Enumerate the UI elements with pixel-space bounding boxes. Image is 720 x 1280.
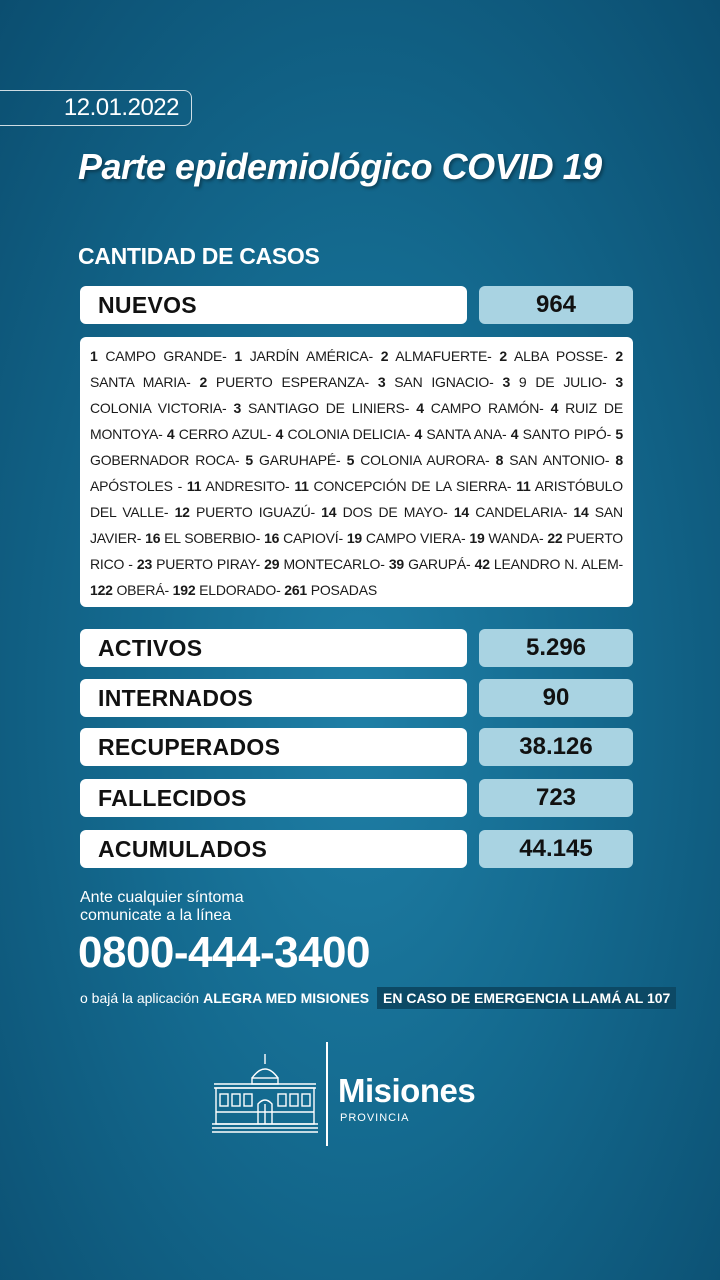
locality-count: 5 bbox=[615, 426, 623, 442]
locality-name: CAMPO GRANDE- bbox=[97, 348, 227, 364]
locality-count: 2 bbox=[199, 374, 208, 390]
nuevos-value: 964 bbox=[479, 286, 633, 324]
help-line-2: comunicate a la línea bbox=[80, 907, 232, 924]
locality-name: GARUHAPÉ- bbox=[252, 452, 341, 468]
locality-entry bbox=[187, 478, 290, 494]
locality-count: 4 bbox=[416, 400, 424, 416]
locality-entry bbox=[284, 582, 377, 598]
locality-entry bbox=[264, 556, 385, 572]
locality-count: 14 bbox=[453, 504, 470, 520]
locality-entry bbox=[347, 452, 490, 468]
locality-count: 16 bbox=[145, 530, 161, 546]
locality-entry bbox=[454, 504, 567, 520]
locality-name: ELDORADO- bbox=[195, 582, 281, 598]
locality-count: 19 bbox=[469, 530, 485, 546]
locality-count: 3 bbox=[502, 374, 511, 390]
locality-count: 192 bbox=[172, 582, 196, 598]
locality-count: 23 bbox=[136, 556, 153, 572]
locality-count: 11 bbox=[516, 478, 531, 494]
locality-entry bbox=[137, 556, 260, 572]
date-badge bbox=[0, 90, 192, 126]
app-name: ALEGRA MED MISIONES bbox=[203, 990, 370, 1006]
locality-count: 261 bbox=[284, 582, 307, 598]
locality-name: PUERTO PIRAY- bbox=[152, 556, 261, 572]
locality-name: SANTO PIPÓ- bbox=[518, 426, 612, 442]
stat-value: 38.126 bbox=[479, 728, 633, 766]
locality-name: SANTA MARIA- bbox=[90, 374, 191, 390]
nuevos-label: NUEVOS bbox=[80, 286, 467, 324]
locality-entry bbox=[199, 374, 368, 390]
locality-entry bbox=[90, 582, 169, 598]
locality-entry bbox=[496, 452, 610, 468]
locality-name: SAN JAVIER- bbox=[90, 504, 623, 546]
locality-count: 5 bbox=[245, 452, 253, 468]
locality-name: COLONIA DELICIA- bbox=[283, 426, 411, 442]
locality-entry bbox=[469, 530, 543, 546]
locality-count: 39 bbox=[388, 556, 404, 572]
locality-count: 12 bbox=[174, 504, 190, 520]
locality-entry bbox=[511, 426, 611, 442]
locality-name: COLONIA VICTORIA- bbox=[90, 400, 227, 416]
locality-count: 122 bbox=[90, 582, 113, 598]
locality-name: ANDRESITO- bbox=[201, 478, 290, 494]
locality-name: SANTIAGO DE LINIERS- bbox=[241, 400, 410, 416]
locality-count: 3 bbox=[377, 374, 386, 390]
locality-entry bbox=[245, 452, 340, 468]
locality-name: ALMAFUERTE- bbox=[388, 348, 492, 364]
nuevos-row bbox=[80, 286, 633, 324]
locality-name: EL SOBERBIO- bbox=[160, 530, 261, 546]
locality-count: 1 bbox=[234, 348, 242, 364]
help-text bbox=[80, 889, 244, 925]
app-line bbox=[80, 987, 676, 1009]
locality-name: CAMPO VIERA- bbox=[362, 530, 466, 546]
logo-divider bbox=[326, 1042, 328, 1146]
locality-name: OBERÁ- bbox=[112, 582, 169, 598]
locality-name: LEANDRO N. ALEM- bbox=[489, 556, 623, 572]
locality-name: PUERTO IGUAZÚ- bbox=[189, 504, 315, 520]
locality-name: PUERTO ESPERANZA- bbox=[207, 374, 369, 390]
cases-by-locality bbox=[80, 337, 633, 607]
stat-value: 90 bbox=[479, 679, 633, 717]
locality-count: 4 bbox=[414, 426, 423, 442]
locality-entry bbox=[234, 348, 373, 364]
locality-entry bbox=[90, 348, 227, 364]
locality-name: PUERTO RICO - bbox=[90, 530, 623, 572]
locality-count: 14 bbox=[321, 504, 337, 520]
locality-name: CANDELARIA- bbox=[469, 504, 568, 520]
locality-name: JARDÍN AMÉRICA- bbox=[241, 348, 373, 364]
stat-value: 723 bbox=[479, 779, 633, 817]
locality-entry bbox=[276, 426, 411, 442]
locality-name: GOBERNADOR ROCA- bbox=[90, 452, 240, 468]
locality-count: 3 bbox=[615, 374, 623, 390]
section-label: CANTIDAD DE CASOS bbox=[78, 243, 320, 269]
locality-count: 14 bbox=[573, 504, 589, 520]
app-prefix: o bajá la aplicación bbox=[80, 990, 200, 1006]
locality-name: MONTECARLO- bbox=[279, 556, 385, 572]
logo-subtitle: PROVINCIA bbox=[340, 1112, 410, 1124]
stat-label: FALLECIDOS bbox=[80, 779, 467, 817]
locality-count: 4 bbox=[550, 400, 559, 416]
locality-entry bbox=[378, 374, 494, 390]
locality-count: 22 bbox=[547, 530, 563, 546]
stat-row-internados bbox=[80, 679, 633, 717]
locality-count: 2 bbox=[615, 348, 623, 364]
locality-count: 8 bbox=[495, 452, 504, 468]
locality-entry bbox=[381, 348, 492, 364]
emergency-notice: EN CASO DE EMERGENCIA LLAMÁ AL 107 bbox=[377, 987, 676, 1009]
locality-entry bbox=[173, 582, 281, 598]
locality-count: 11 bbox=[186, 478, 202, 494]
locality-count: 4 bbox=[166, 426, 175, 442]
locality-count: 5 bbox=[346, 452, 355, 468]
stat-value: 44.145 bbox=[479, 830, 633, 868]
report-date: 12.01.2022 bbox=[63, 94, 179, 121]
locality-entry bbox=[294, 478, 511, 494]
stat-row-activos bbox=[80, 629, 633, 667]
locality-entry bbox=[416, 400, 543, 416]
locality-count: 42 bbox=[474, 556, 490, 572]
locality-name: CAMPO RAMÓN- bbox=[423, 400, 544, 416]
locality-entry bbox=[167, 426, 271, 442]
locality-count: 1 bbox=[90, 348, 98, 364]
locality-entry bbox=[347, 530, 466, 546]
locality-count: 8 bbox=[615, 452, 623, 468]
stat-row-fallecidos bbox=[80, 779, 633, 817]
locality-entry bbox=[502, 374, 606, 390]
locality-name: SAN ANTONIO- bbox=[503, 452, 610, 468]
locality-count: 29 bbox=[264, 556, 280, 572]
stat-label: ACUMULADOS bbox=[80, 830, 467, 868]
locality-name: ALBA POSSE- bbox=[506, 348, 608, 364]
locality-entry bbox=[415, 426, 507, 442]
locality-count: 4 bbox=[275, 426, 284, 442]
locality-name: CERRO AZUL- bbox=[174, 426, 272, 442]
locality-entry bbox=[145, 530, 260, 546]
locality-count: 3 bbox=[233, 400, 242, 416]
locality-name: CONCEPCIÓN DE LA SIERRA- bbox=[308, 478, 512, 494]
locality-name: RUIZ DE MONTOYA- bbox=[90, 400, 623, 442]
help-line-1: Ante cualquier síntoma bbox=[80, 889, 244, 906]
locality-name: DOS DE MAYO- bbox=[336, 504, 448, 520]
locality-name: ARISTÓBULO DEL VALLE- bbox=[90, 478, 623, 520]
locality-entry bbox=[175, 504, 315, 520]
locality-name: COLONIA AURORA- bbox=[354, 452, 490, 468]
locality-name: WANDA- bbox=[484, 530, 544, 546]
locality-entry bbox=[389, 556, 471, 572]
locality-name: GARUPÁ- bbox=[404, 556, 471, 572]
stat-label: ACTIVOS bbox=[80, 629, 467, 667]
locality-name: CAPIOVÍ- bbox=[279, 530, 343, 546]
phone-number[interactable]: 0800-444-3400 bbox=[78, 928, 370, 977]
government-building-icon bbox=[212, 1052, 318, 1136]
stat-label: INTERNADOS bbox=[80, 679, 467, 717]
stat-row-recuperados bbox=[80, 728, 633, 766]
locality-name: SANTA ANA- bbox=[422, 426, 507, 442]
locality-count: 19 bbox=[346, 530, 362, 546]
locality-count: 4 bbox=[510, 426, 519, 442]
locality-name: APÓSTOLES - bbox=[90, 478, 183, 494]
locality-count: 16 bbox=[264, 530, 280, 546]
locality-entry bbox=[475, 556, 623, 572]
locality-name: POSADAS bbox=[307, 582, 377, 598]
locality-entry bbox=[264, 530, 343, 546]
stat-value: 5.296 bbox=[479, 629, 633, 667]
stat-row-acumulados bbox=[80, 830, 633, 868]
locality-name: 9 DE JULIO- bbox=[510, 374, 607, 390]
locality-entry bbox=[499, 348, 607, 364]
stat-label: RECUPERADOS bbox=[80, 728, 467, 766]
locality-count: 11 bbox=[294, 478, 309, 494]
locality-name: SAN IGNACIO- bbox=[385, 374, 494, 390]
page-title: Parte epidemiológico COVID 19 bbox=[78, 146, 602, 187]
locality-count: 2 bbox=[380, 348, 389, 364]
locality-entry bbox=[233, 400, 409, 416]
locality-count: 2 bbox=[499, 348, 507, 364]
logo-name: Misiones bbox=[338, 1072, 476, 1109]
locality-entry bbox=[321, 504, 447, 520]
